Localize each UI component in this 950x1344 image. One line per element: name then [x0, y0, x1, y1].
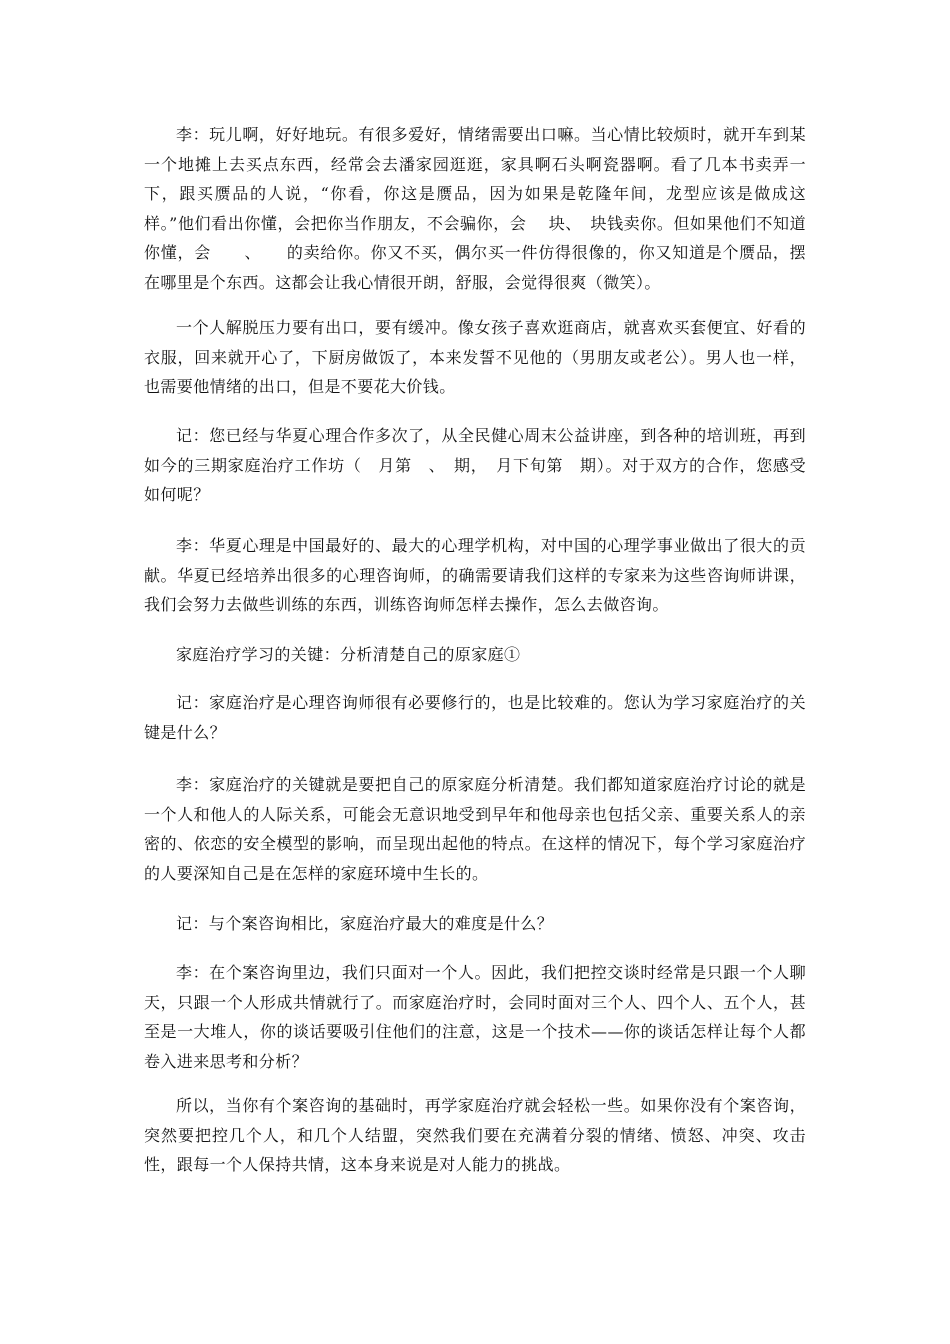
paragraph-answer-difficulty: 李：在个案咨询里边，我们只面对一个人。因此，我们把控交谈时经常是只跟一个人聊天，只跟一个人形成共情就行了。而家庭治疗时，会同时面对三个人、四个人、五个人，甚至是一大堆人，你的谈话要吸引住他们的注意，这是一个技术——你的谈话怎样让每个人都卷入进来思考和分析？ — [144, 963, 806, 1071]
paragraph-question-difficulty: 记：与个案咨询相比，家庭治疗最大的难度是什么？ — [176, 914, 554, 933]
paragraph-question-cooperation: 记：您已经与华夏心理合作多次了，从全民健心周末公益讲座，到各种的培训班，再到如今的三期家庭治疗工作坊（ 月第 、 期， 月下旬第 期）。对于双方的合作，您感受如何呢？ — [144, 426, 806, 504]
section-heading-family-therapy: 家庭治疗学习的关键：分析清楚自己的原家庭① — [176, 645, 521, 664]
paragraph-li-hobbies: 李：玩儿啊，好好地玩。有很多爱好，情绪需要出口嘛。当心情比较烦时，就开车到某一个地摊上去买点东西，经常会去潘家园逛逛，家具啊石头啊瓷器啊。看了几本书卖弄一下，跟买赝品的人说，“你看，你这是赝品，因为如果是乾隆年间，龙型应该是做成这样。”他们看出你懂，会把你当作朋友，不会骗你，会 块、 块钱卖你。但如果他们不知道你懂，会 、 的卖给你。你又不买，偶尔买一件仿得很像的，你又知道是个赝品，摆在哪里是个东西。这都会让我心情很开朗，舒服，会觉得很爽（微笑）。 — [144, 125, 806, 292]
paragraph-question-key: 记：家庭治疗是心理咨询师很有必要修行的，也是比较难的。您认为学习家庭治疗的关键是什么？ — [144, 693, 806, 742]
paragraph-stress-outlet: 一个人解脱压力要有出口，要有缓冲。像女孩子喜欢逛商店，就喜欢买套便宜、好看的衣服，回来就开心了，下厨房做饭了，本来发誓不见他的（男朋友或老公）。男人也一样，也需要他情绪的出口，但是不要花大价钱。 — [144, 318, 806, 396]
paragraph-answer-huaxia: 李：华夏心理是中国最好的、最大的心理学机构，对中国的心理学事业做出了很大的贡献。华夏已经培养出很多的心理咨询师，的确需要请我们这样的专家来为这些咨询师讲课，我们会努力去做些训练的东西，训练咨询师怎样去操作，怎么去做咨询。 — [144, 536, 806, 614]
paragraph-answer-original-family: 李：家庭治疗的关键就是要把自己的原家庭分析清楚。我们都知道家庭治疗讨论的就是一个人和他人的人际关系，可能会无意识地受到早年和他母亲也包括父亲、重要关系人的亲密的、依恋的安全模型的影响，而呈现出起他的特点。在这样的情况下，每个学习家庭治疗的人要深知自己是在怎样的家庭环境中生长的。 — [144, 775, 806, 883]
paragraph-conclusion: 所以，当你有个案咨询的基础时，再学家庭治疗就会轻松一些。如果你没有个案咨询，突然要把控几个人，和几个人结盟，突然我们要在充满着分裂的情绪、愤怒、冲突、攻击性，跟每一个人保持共情，这本身来说是对人能力的挑战。 — [144, 1096, 806, 1174]
